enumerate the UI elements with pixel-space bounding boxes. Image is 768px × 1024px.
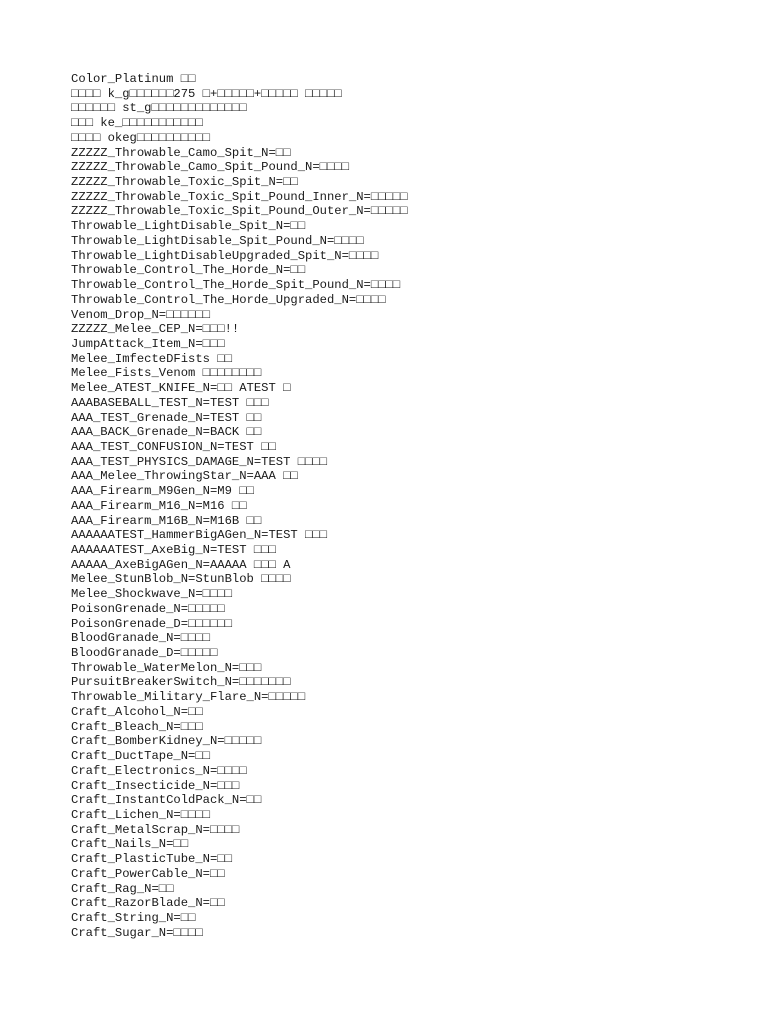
text-line: Craft_Insecticide_N=□□□ (71, 778, 240, 793)
text-line: ZZZZZ_Melee_CEP_N=□□□!! (71, 322, 240, 337)
text-line: Craft_Alcohol_N=□□ (71, 704, 203, 719)
text-line: AAA_TEST_Grenade_N=TEST □□ (71, 410, 262, 425)
text-line: Throwable_LightDisable_Spit_Pound_N=□□□□ (71, 233, 364, 248)
text-line: ZZZZZ_Throwable_Toxic_Spit_Pound_Outer_N=□□□□□ (71, 204, 408, 219)
text-line: Melee_ATEST_KNIFE_N=□□ ATEST □ (71, 381, 291, 396)
text-line: AAABASEBALL_TEST_N=TEST □□□ (71, 395, 269, 410)
text-line: AAA_TEST_CONFUSION_N=TEST □□ (71, 439, 276, 454)
text-line: Craft_PowerCable_N=□□ (71, 866, 225, 881)
text-line: Throwable_Control_The_Horde_Upgraded_N=□□□□ (71, 292, 386, 307)
text-line: AAAAA_AxeBigAGen_N=AAAAA □□□ A (71, 557, 291, 572)
text-line: PoisonGrenade_N=□□□□□ (71, 601, 225, 616)
text-line: Throwable_LightDisable_Spit_N=□□ (71, 219, 306, 234)
text-line: Craft_Lichen_N=□□□□ (71, 807, 210, 822)
text-line: AAA_Firearm_M16B_N=M16B □□ (71, 513, 262, 528)
text-line: Craft_PlasticTube_N=□□ (71, 852, 232, 867)
text-line: AAAAAATEST_AxeBig_N=TEST □□□ (71, 543, 276, 557)
text-line: □□□□ k_g□□□□□□275 □+□□□□□+□□□□□ □□□□□ (71, 86, 342, 101)
text-line: □□□ ke_□□□□□□□□□□□ (71, 116, 203, 131)
text-line: BloodGranade_N=□□□□ (71, 631, 210, 646)
text-line: Craft_Electronics_N=□□□□ (71, 763, 247, 778)
text-line: AAA_Firearm_M16_N=M16 □□ (71, 498, 247, 513)
text-document (71, 72, 751, 940)
text-line: Melee_StunBlob_N=StunBlob □□□□ (71, 572, 291, 587)
text-line: Craft_String_N=□□ (71, 910, 196, 925)
text-line: □□□□□□ st_g□□□□□□□□□□□□□ (71, 101, 247, 116)
text-line: AAAAAATEST_HammerBigAGen_N=TEST □□□ (71, 528, 327, 543)
text-line: BloodGranade_D=□□□□□ (71, 646, 218, 661)
text-line: AAA_BACK_Grenade_N=BACK □□ (71, 425, 262, 440)
text-line: ZZZZZ_Throwable_Toxic_Spit_N=□□ (71, 175, 298, 190)
text-line: Craft_Nails_N=□□ (71, 837, 189, 852)
text-line: Craft_Bleach_N=□□□ (71, 719, 203, 734)
text-line: Craft_BomberKidney_N=□□□□□ (71, 734, 262, 749)
text-line: AAA_Firearm_M9Gen_N=M9 □□ (71, 484, 254, 499)
text-line: Craft_Sugar_N=□□□□ (71, 925, 203, 940)
text-line: PoisonGrenade_D=□□□□□□ (71, 616, 232, 631)
text-line: Throwable_Control_The_Horde_N=□□ (71, 263, 306, 278)
text-line: ZZZZZ_Throwable_Camo_Spit_N=□□ (71, 145, 291, 160)
text-line: Throwable_LightDisableUpgraded_Spit_N=□□□□ (71, 248, 379, 263)
text-line: AAA_TEST_PHYSICS_DAMAGE_N=TEST □□□□ (71, 454, 327, 469)
text-line: JumpAttack_Item_N=□□□ (71, 336, 225, 351)
text-line: Melee_Fists_Venom □□□□□□□□ (71, 366, 262, 381)
text-line: Melee_ImfecteDFists □□ (71, 351, 232, 366)
text-line: Melee_Shockwave_N=□□□□ (71, 587, 232, 602)
text-line: Color_Platinum □□ (71, 72, 196, 86)
text-line: □□□□ okeg□□□□□□□□□□ (71, 130, 210, 145)
text-line: Craft_Rag_N=□□ (71, 881, 174, 896)
text-line: Throwable_Military_Flare_N=□□□□□ (71, 690, 306, 705)
text-line: Venom_Drop_N=□□□□□□ (71, 307, 210, 322)
text-line: AAA_Melee_ThrowingStar_N=AAA □□ (71, 469, 298, 484)
text-line: Throwable_Control_The_Horde_Spit_Pound_N=□□□□ (71, 278, 401, 293)
text-line: Throwable_WaterMelon_N=□□□ (71, 660, 262, 675)
text-line: Craft_DuctTape_N=□□ (71, 749, 210, 764)
text-line: Craft_RazorBlade_N=□□ (71, 896, 225, 911)
text-line: Craft_InstantColdPack_N=□□ (71, 793, 262, 808)
text-line: ZZZZZ_Throwable_Camo_Spit_Pound_N=□□□□ (71, 160, 349, 175)
text-line: PursuitBreakerSwitch_N=□□□□□□□ (71, 675, 291, 690)
text-line: ZZZZZ_Throwable_Toxic_Spit_Pound_Inner_N=□□□□□ (71, 189, 408, 204)
text-line: Craft_MetalScrap_N=□□□□ (71, 822, 240, 837)
